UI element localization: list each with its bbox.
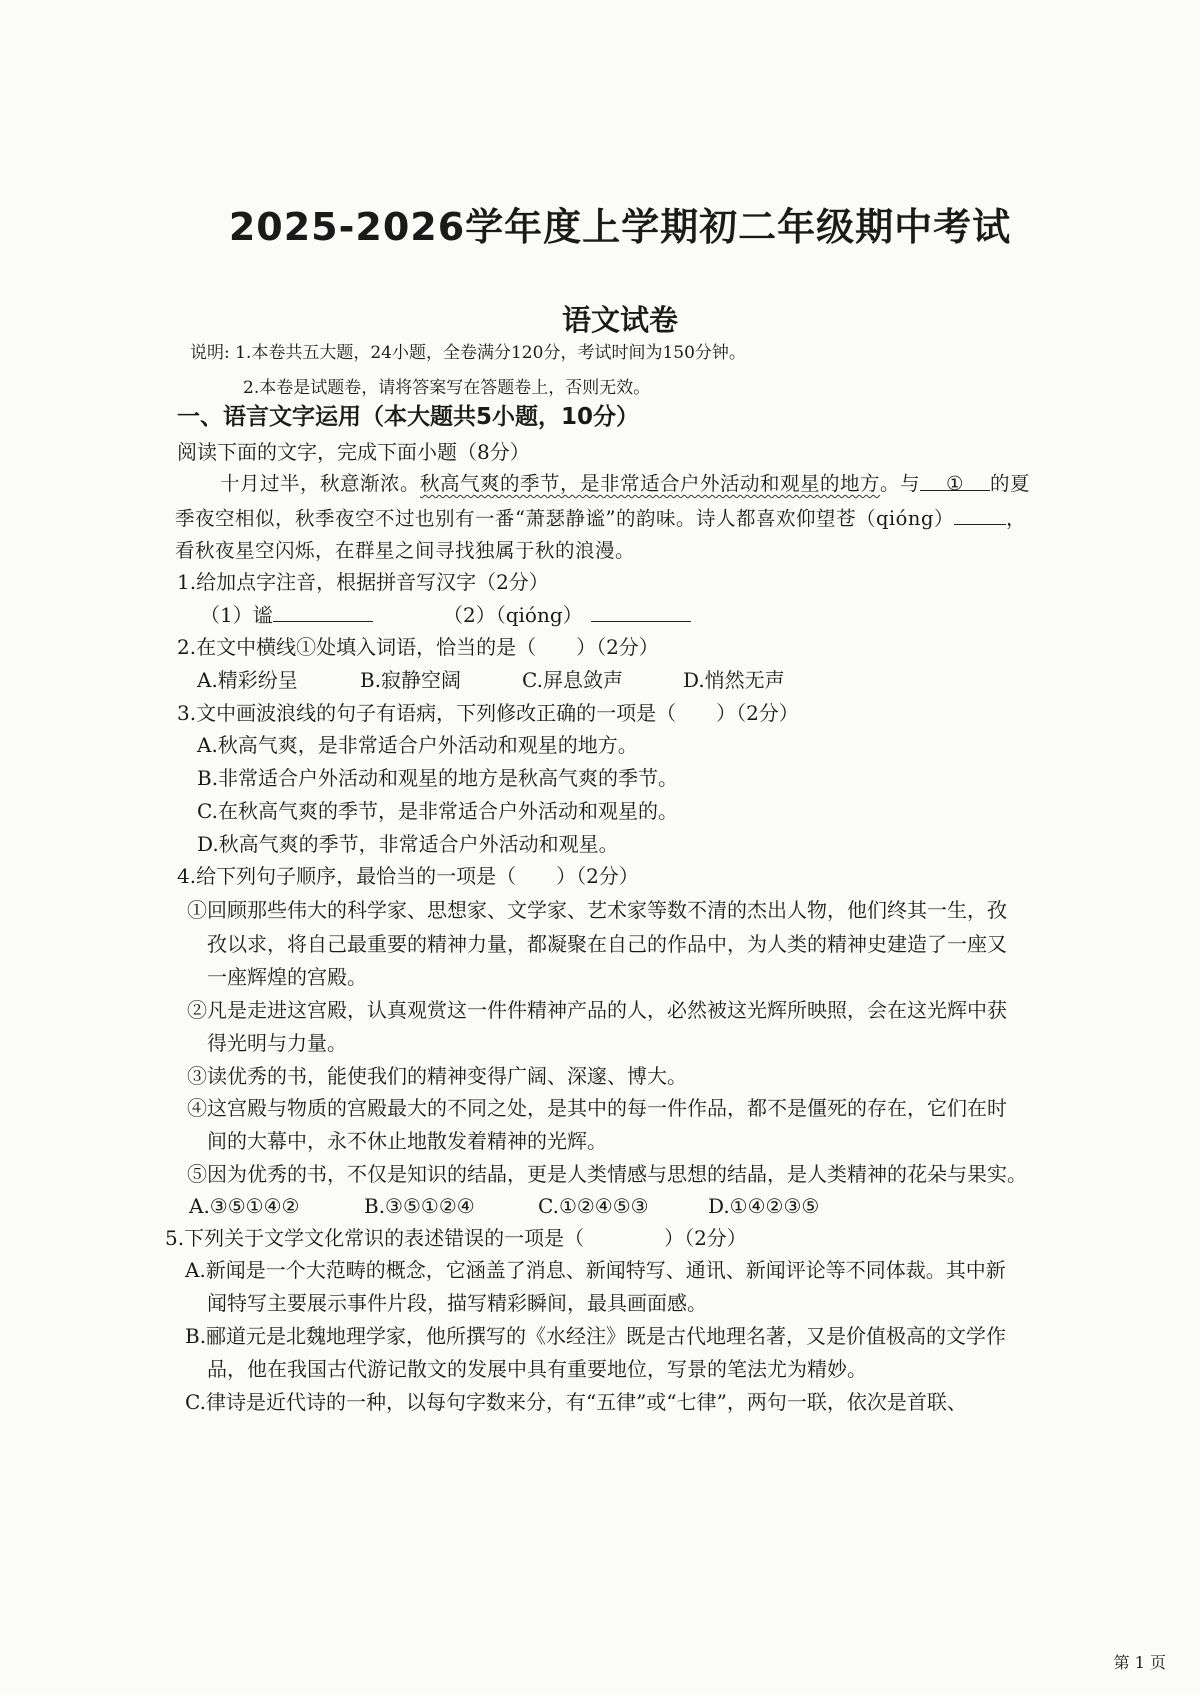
page-number: 第 1 页 bbox=[1113, 1653, 1166, 1672]
q4-sentence-2-cont: 得光明与力量。 bbox=[207, 1031, 347, 1055]
blank-2 bbox=[954, 504, 1006, 525]
blank-1 bbox=[920, 470, 990, 495]
q2-option-d: D.悄然无声 bbox=[683, 668, 785, 692]
q1-part-1 bbox=[200, 601, 373, 629]
q4-sentence-3: ③读优秀的书，能使我们的精神变得广阔、深邃、博大。 bbox=[187, 1064, 687, 1088]
q1-part-2-label: （2）（qióng） bbox=[443, 603, 583, 627]
q4-option-c: C.①②④⑤③ bbox=[538, 1194, 649, 1218]
q4-sentence-4-cont: 间的大幕中，永不休止地散发着精神的光辉。 bbox=[207, 1129, 607, 1153]
q2-option-c: C.屏息敛声 bbox=[522, 668, 623, 692]
section-heading: 一、语言文字运用（本大题共5小题，10分） bbox=[177, 404, 640, 430]
q5-stem: 5.下列关于文学文化常识的表述错误的一项是（ ）（2分） bbox=[165, 1226, 747, 1250]
q5-option-a-cont: 闻特写主要展示事件片段，描写精彩瞬间，最具画面感。 bbox=[207, 1291, 707, 1315]
passage-text: 。与 bbox=[880, 472, 921, 495]
passage-line-3: 看秋夜星空闪烁，在群星之间寻找独属于秋的浪漫。 bbox=[175, 539, 636, 562]
q4-sentence-2: ②凡是走进这宫殿，认真观赏这一件件精神产品的人，必然被这光辉所映照，会在这光辉中获 bbox=[187, 998, 1007, 1022]
q4-option-d: D.①④②③⑤ bbox=[708, 1194, 820, 1218]
q2-option-b: B.寂静空阔 bbox=[360, 668, 462, 692]
q5-option-b-cont: 品，他在我国古代游记散文的发展中具有重要地位，写景的笔法尤为精妙。 bbox=[207, 1357, 867, 1381]
wavy-underlined-sentence: 秋高气爽的季节，是非常适合户外活动和观星的地方 bbox=[420, 472, 881, 495]
q4-sentence-1-cont: 一座辉煌的宫殿。 bbox=[207, 965, 367, 989]
blank-1-marker: ① bbox=[946, 472, 965, 495]
q1-part-2 bbox=[443, 601, 691, 629]
q1-stem: 1.给加点字注音，根据拼音写汉字（2分） bbox=[177, 570, 549, 594]
q4-option-a: A.③⑤①④② bbox=[189, 1194, 300, 1218]
q4-sentence-1-cont: 孜以求，将自己最重要的精神力量，都凝聚在自己的作品中，为人类的精神史建造了一座又 bbox=[207, 932, 1007, 956]
q4-sentence-4: ④这宫殿与物质的宫殿最大的不同之处，是其中的每一件作品，都不是僵死的存在，它们在时 bbox=[187, 1096, 1007, 1120]
q4-sentence-1: ①回顾那些伟大的科学家、思想家、文学家、艺术家等数不清的杰出人物，他们终其一生，孜 bbox=[187, 898, 1007, 922]
exam-subtitle: 语文试卷 bbox=[561, 303, 678, 337]
section-instruction: 阅读下面的文字，完成下面小题（8分） bbox=[177, 440, 530, 464]
passage-text: 的夏 bbox=[990, 472, 1031, 495]
q5-option-a: A.新闻是一个大范畴的概念，它涵盖了消息、新闻特写、通讯、新闻评论等不同体裁。其中新 bbox=[185, 1258, 1006, 1282]
passage-text: 季夜空相似，秋季夜空不过也别有一番“萧瑟静谧”的韵味。诗人都喜欢仰望苍（qióng） bbox=[175, 507, 954, 530]
passage-line-2 bbox=[175, 504, 1026, 533]
q2-stem: 2.在文中横线①处填入词语，恰当的是（ ）（2分） bbox=[177, 635, 659, 659]
q4-stem: 4.给下列句子顺序，最恰当的一项是（ ）（2分） bbox=[177, 864, 639, 888]
q3-option-b: B.非常适合户外活动和观星的地方是秋高气爽的季节。 bbox=[197, 766, 679, 790]
notes-line-1 bbox=[190, 339, 746, 367]
q5-option-c: C.律诗是近代诗的一种，以每句字数来分，有“五律”或“七律”，两句一联，依次是首联、 bbox=[185, 1390, 967, 1414]
passage-text: 十月过半，秋意渐浓。 bbox=[220, 472, 421, 495]
passage-line-1 bbox=[220, 470, 1030, 498]
q4-sentence-5: ⑤因为优秀的书，不仅是知识的结晶，更是人类情感与思想的结晶，是人类精神的花朵与果实。 bbox=[187, 1162, 1027, 1186]
q3-stem: 3.文中画波浪线的句子有语病，下列修改正确的一项是（ ）（2分） bbox=[177, 701, 799, 725]
q3-option-d: D.秋高气爽的季节，非常适合户外活动和观星。 bbox=[197, 832, 619, 856]
q1-part-1-label: （1）谧 bbox=[200, 603, 273, 627]
answer-blank bbox=[591, 601, 691, 622]
notes-label: 说明: bbox=[190, 343, 230, 363]
q5-option-b: B.郦道元是北魏地理学家，他所撰写的《水经注》既是古代地理名著，又是价值极高的文学作 bbox=[185, 1324, 1007, 1348]
answer-blank bbox=[273, 601, 373, 622]
q3-option-a: A.秋高气爽，是非常适合户外活动和观星的地方。 bbox=[197, 733, 638, 757]
q2-option-a: A.精彩纷呈 bbox=[197, 668, 298, 692]
passage-text: ， bbox=[1005, 507, 1026, 530]
exam-title: 2025-2026学年度上学期初二年级期中考试 bbox=[228, 205, 1012, 249]
notes-text-1: 1.本卷共五大题，24小题，全卷满分120分，考试时间为150分钟。 bbox=[235, 343, 746, 363]
q3-option-c: C.在秋高气爽的季节，是非常适合户外活动和观星的。 bbox=[197, 799, 678, 823]
notes-line-2: 2.本卷是试题卷，请将答案写在答题卷上，否则无效。 bbox=[243, 378, 651, 398]
q4-option-b: B.③⑤①②④ bbox=[364, 1194, 475, 1218]
